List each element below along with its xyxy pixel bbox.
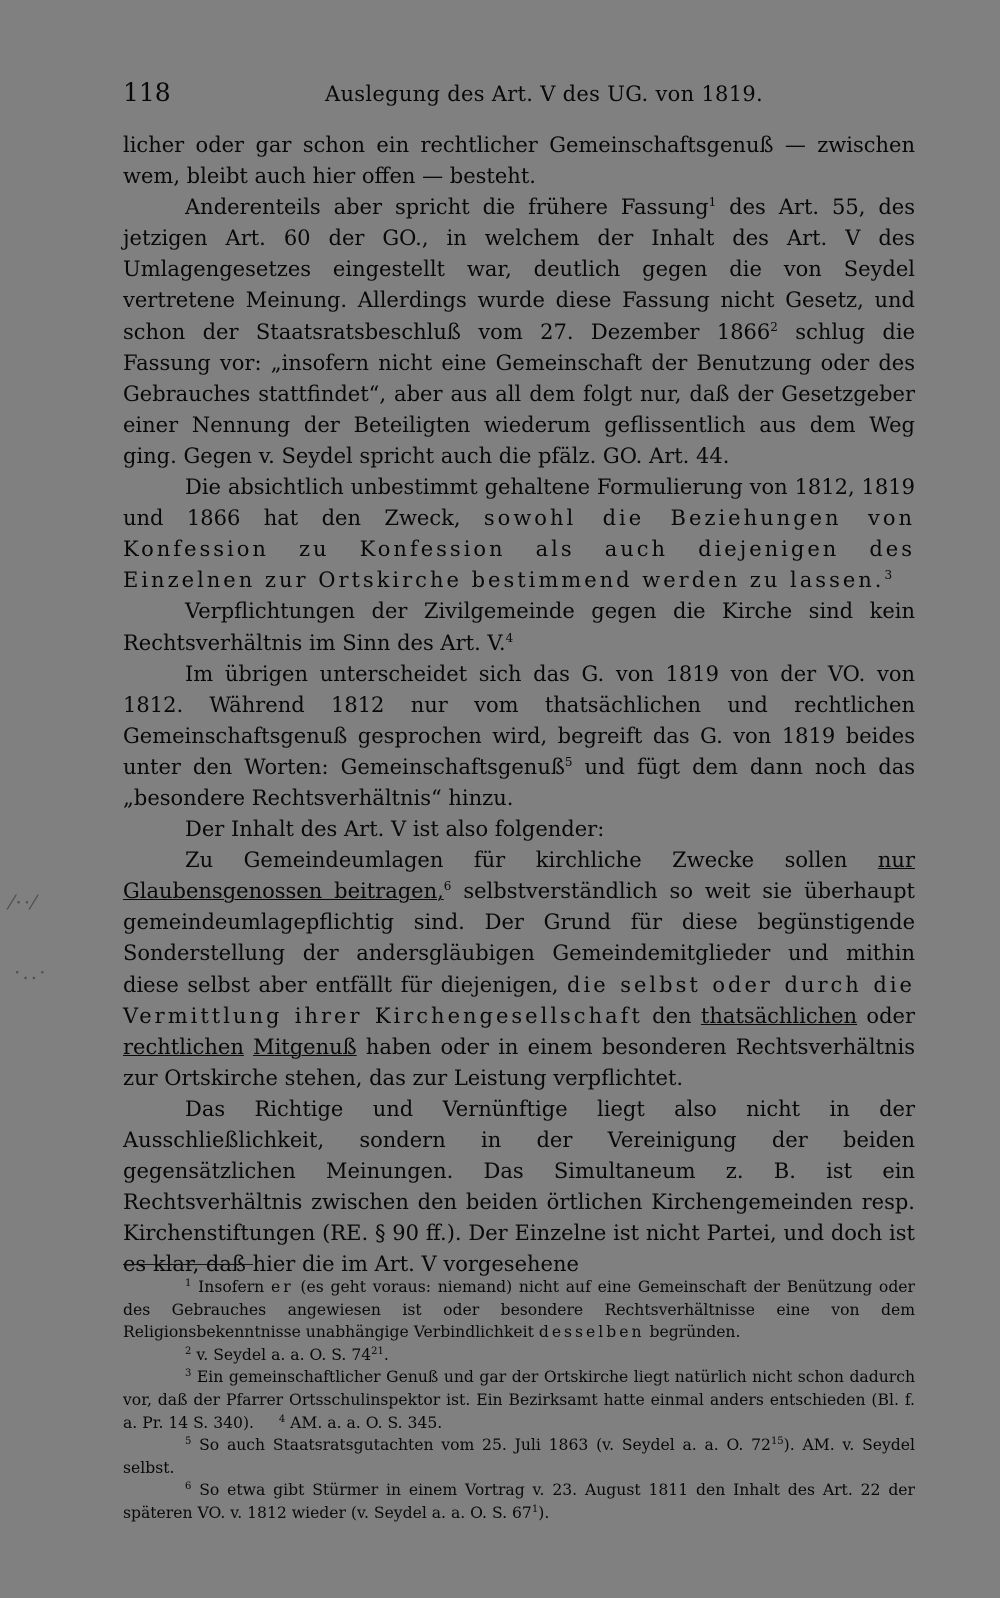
underlined-word: rechtlichen [123,1034,244,1059]
footnotes [123,1276,915,1525]
page-header [123,78,913,112]
emphasis-spaced: sowohl die Beziehungen von Konfession zu Konfession als auch diejenigen des Einzelnen zur Ortskirche bestimmend werden zu lassen. [123,506,915,593]
margin-mark: ·..· [14,960,48,984]
footnote-ref: 4 [505,630,514,645]
paragraph: Die absichtlich unbestimmt gehaltene Formulierung von 1812, 1819 und 1866 hat den Zweck, sowohl die Beziehungen von Konfession zu Konfession als auch diejenigen des Einzelnen zur Ortskirche bestimmend werden zu lassen.$^3$ [123,475,915,593]
paragraph: Verpflichtungen der Zivilgemeinde gegen die Kirche sind kein Rechtsverhältnis im Sinn des Art. V.$^4$ [123,599,915,655]
paragraph: Im übrigen unterscheidet sich das G. von 1819 von der VO. von 1812. Während 1812 nur vom thatsächlichen und rechtlichen Gemeinschaftsgenuß gesprochen wird, begreift das G. von 1819 beides unter den Worten: Gemeinschaftsgenuß$^5$ und fügt dem dann noch das „besondere Rechtsverhältnis“ hinzu. [123,661,915,810]
running-title: Auslegung des Art. V des UG. von 1819. [325,82,764,106]
underlined-word: nur [877,848,915,873]
footnote: $^1$ Insofern er (es geht voraus: niemand) nicht auf eine Gemeinschaft der Benützung oder des Gebrauches angewiesen ist oder besondere Rechtsverhältnisse eine von dem Religionsbekenntnisse unabhängige Verbindlichkeit desselben begründen. [123,1278,915,1342]
footnote: $^3$ Ein gemeinschaftlicher Genuß und gar der Ortskirche liegt natürlich nicht schon dadurch vor, daß der Pfarrer Ortsschulinspektor ist. Ein Bezirksamt hatte einmal anders entschieden (Bl. f. a. Pr. 14 S. 340). $^4$ AM. a. a. O. S. 345. [123,1368,915,1432]
footnote-ref: 6 [443,879,452,894]
main-text [123,130,915,1280]
footnote-ref: 5 [564,754,573,769]
emphasis-spaced: die selbst oder durch die Vermittlung ihrer Kirchengesellschaft [123,972,915,1028]
underlined-word: Glaubensgenossen beitragen, [123,879,444,904]
footnote-divider [123,1264,253,1265]
paragraph: Anderenteils aber spricht die frühere Fassung$^1$ des Art. 55, des jetzigen Art. 60 der GO., in welchem der Inhalt des Art. V des Umlagengesetzes eingestellt war, deutlich gegen die von Seydel vertretene Meinung. Allerdings wurde diese Fassung nicht Gesetz, und schon der Staatsratsbeschluß vom 27. Dezember 1866$^2$ schlug die Fassung vor: „insofern nicht eine Gemeinschaft der Benutzung oder des Gebrauches stattfindet“, aber aus all dem folgt nur, daß der Gesetzgeber einer Nennung der Beteiligten wiederum geflissentlich aus dem Weg ging. Gegen v. Seydel spricht auch die pfälz. GO. Art. 44. [123,195,916,468]
footnote: $^5$ So auch Staatsratsgutachten vom 25. Juli 1863 (v. Seydel a. a. O. $72^{15}$). AM. v. Seydel selbst. [123,1436,915,1477]
footnote-ref: 2 [770,319,778,334]
footnote: $^2$ v. Seydel a. a. O. S. $74^{21}$. [185,1345,389,1364]
paragraph: Zu Gemeindeumlagen für kirchliche Zwecke sollen nur Glaubensgenossen beitragen,$^6$ selbstverständlich so weit sie überhaupt gemeindeumlagepflichtig sind. Der Grund für diese begünstigende Sonderstellung der andersgläubigen Gemeindemitglieder und mithin diese selbst aber entfällt für diejenigen, die selbst oder durch die Vermittlung ihrer Kirchengesellschaft den thatsächlichen oder rechtlichen Mitgenuß haben oder in einem besonderen Rechtsverhältnis zur Ortskirche stehen, das zur Leistung verpflichtet. [123,848,915,1090]
paragraph: Der Inhalt des Art. V ist also folgender: [185,817,605,842]
paragraph: Das Richtige und Vernünftige liegt also nicht in der Ausschließlichkeit, sondern in der Vereinigung der beiden gegensätzlichen Meinungen. Das Simultaneum z. B. ist ein Rechtsverhältnis zwischen den beiden örtlichen Kirchengemeinden resp. Kirchenstiftungen (RE. § 90 ff.). Der Einzelne ist nicht Partei, und doch ist es klar, daß hier die im Art. V vorgesehene [123,1096,915,1277]
underlined-word: thatsächlichen [700,1003,858,1028]
underlined-word: Mitgenuß [253,1034,357,1059]
margin-mark: ⁄··⁄ [10,890,38,914]
page-number: 118 [123,78,171,107]
footnote-ref: 3 [884,568,893,583]
footnote: $^6$ So etwa gibt Stürmer in einem Vortrag v. 23. August 1811 den Inhalt des Art. 22 der späteren VO. v. 1812 wieder (v. Seydel a. a. O. S. $67^1$). [123,1481,915,1522]
paragraph: licher oder gar schon ein rechtlicher Gemeinschaftsgenuß — zwischen wem, bleibt auch hier offen — besteht. [123,133,915,189]
footnote-ref: 1 [708,195,717,210]
